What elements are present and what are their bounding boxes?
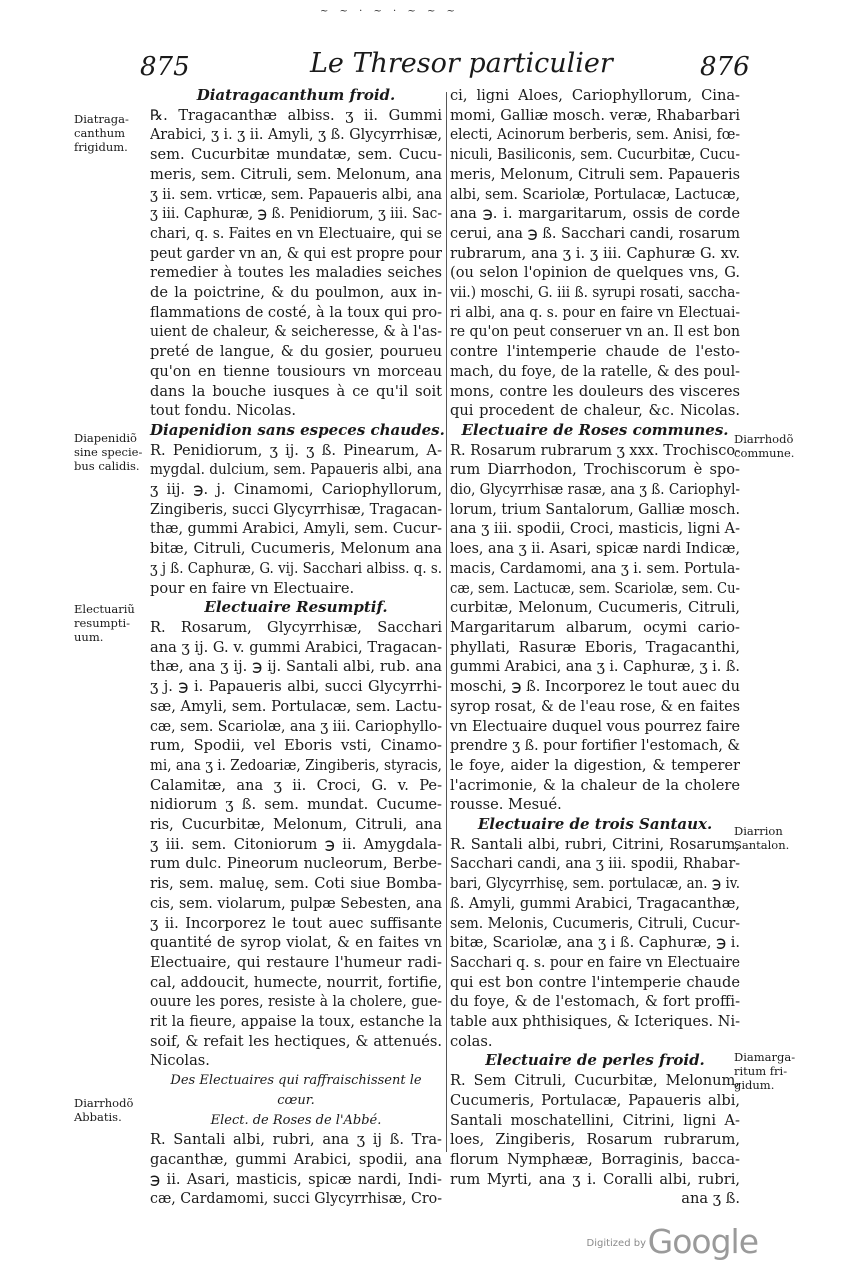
text-line: ʒ iii. sem. Citoniorum ℈ ii. Amygdala-: [150, 835, 442, 853]
text-line: R. Penidiorum, ʒ ij. ʒ ß. Pinearum, A-: [150, 441, 442, 459]
text-line: ris, Cucurbitæ, Melonum, Citruli, ana: [150, 816, 442, 834]
text-line: qui procedent de chaleur, &c. Nicolas.: [450, 402, 740, 420]
running-header: [0, 48, 854, 88]
text-line: rum Myrti, ana ʒ i. Coralli albi, rubri,: [450, 1170, 740, 1188]
section-heading: Diatragacanthum froid.: [196, 86, 396, 104]
text-line: mach, du foye, de la ratelle, & des poul-: [450, 362, 740, 380]
text-line: ana ʒ ij. G. v. gummi Arabici, Tragacan-: [150, 638, 442, 656]
margin-note-line: canthum: [74, 126, 126, 140]
text-line: bitæ, Citruli, Cucumeris, Melonum ana: [150, 540, 442, 558]
text-line: Sacchari candi, ana ʒ iii. spodii, Rhabar-: [450, 855, 740, 873]
column-divider: [446, 92, 447, 1152]
text-line: florum Nymphææ, Borraginis, bacca-: [450, 1150, 740, 1168]
text-line: ci, ligni Aloes, Cariophyllorum, Cina-: [450, 87, 740, 104]
text-line: macis, Cardamomi, ana ʒ i. sem. Portula-: [450, 559, 740, 577]
text-line: bari, Glycyrrhisę, sem. portulacæ, an. ℈ iv.: [450, 875, 740, 893]
text-line: cæ, Cardamomi, succi Glycyrrhisæ, Cro-: [150, 1190, 442, 1208]
margin-note-line: sine specie-: [74, 445, 143, 459]
watermark-google-logo: Google: [647, 1222, 758, 1261]
text-line: albi, sem. Scariolæ, Portulacæ, Lactucæ,: [450, 185, 740, 203]
margin-note-line: Santalon.: [734, 838, 790, 852]
right-column: [450, 86, 740, 1209]
text-line: du foye, & de l'estomach, & fort proffi-: [450, 993, 740, 1011]
text-line: cerui, ana ℈ ß. Sacchari candi, rosarum: [450, 224, 740, 242]
margin-note-line: Abbatis.: [74, 1110, 122, 1124]
text-line: sem. Melonis, Cucumeris, Citruli, Cucur-: [450, 914, 740, 932]
section-heading: Electuaire de trois Santaux.: [477, 815, 713, 834]
text-line: cal, addoucit, humecte, nourrit, fortifie,: [150, 973, 442, 991]
text-line: de la poictrine, & du poulmon, aux in-: [150, 284, 442, 302]
text-line: uient de chaleur, & seicheresse, & à l'as-: [150, 323, 442, 341]
text-line: Calamitæ, ana ʒ ii. Croci, G. v. Pe-: [150, 776, 442, 794]
text-line: R. Sem Citruli, Cucurbitæ, Melonum,: [450, 1072, 740, 1090]
section-heading: Electuaire de perles froid.: [485, 1051, 705, 1070]
text-line: momi, Galliæ mosch. veræ, Rhabarbari: [450, 106, 740, 124]
text-line: thæ, ana ʒ ij. ℈ ij. Santali albi, rub. ana: [150, 658, 442, 676]
text-line: Electuaire, qui restaure l'humeur radi-: [150, 953, 442, 971]
margin-note-line: Diapenidiõ: [74, 431, 137, 445]
text-line: ana ʒ ß.: [681, 1190, 740, 1208]
margin-note-line: Diarrhodõ: [74, 1096, 134, 1110]
text-line: rit la fieure, appaise la toux, estanche la: [150, 1013, 442, 1031]
text-line: phyllati, Rasuræ Eboris, Tragacanthi,: [450, 638, 740, 656]
margin-note-diapenidion: [74, 431, 148, 473]
text-line: gacanthæ, gummi Arabici, spodii, ana: [150, 1150, 442, 1168]
text-line: moschi, ℈ ß. Incorporez le tout auec du: [450, 678, 740, 696]
text-line: Nicolas.: [150, 1052, 210, 1070]
text-line: ʒ ii. Incorporez le tout auec suffisante: [150, 914, 442, 932]
text-line: remedier à toutes les maladies seiches: [150, 264, 442, 282]
text-line: vii.) moschi, G. iii ß. syrupi rosati, saccha-: [450, 284, 740, 302]
text-line: loes, ana ʒ ii. Asari, spicæ nardi Indicæ,: [450, 540, 740, 558]
text-line: ℈ ii. Asari, masticis, spicæ nardi, Indi-: [150, 1170, 442, 1188]
text-line: rousse. Mesué.: [450, 796, 562, 814]
text-line: ris, sem. maluę, sem. Coti siue Bomba-: [150, 875, 442, 893]
page-number-left: 875: [140, 52, 190, 82]
text-line: Santali moschatellini, Citrini, ligni A-: [450, 1111, 740, 1129]
text-line: niculi, Basiliconis, sem. Cucurbitæ, Cucu-: [450, 146, 740, 164]
margin-note-line: commune.: [734, 446, 795, 460]
text-line: cæ, sem. Scariolæ, ana ʒ iii. Cariophyllo-: [150, 717, 442, 735]
text-line: mons, contre les douleurs des visceres: [450, 382, 740, 400]
text-line: meris, Melonum, Citruli sem. Papaueris: [450, 165, 740, 183]
margin-note-diarrhodon-commune: [734, 432, 844, 460]
page-number-right: 876: [700, 52, 750, 82]
margin-note-resumptif: [74, 602, 148, 644]
text-line: dio, Glycyrrhisæ rasæ, ana ʒ ß. Cariophyl-: [450, 481, 740, 499]
margin-note-line: Diarrhodõ: [734, 432, 794, 446]
text-line: meris, sem. Citruli, sem. Melonum, ana: [150, 165, 442, 183]
text-line: R. Santali albi, rubri, ana ʒ ij ß. Tra-: [150, 1131, 442, 1149]
text-line: R. Rosarum, Glycyrrhisæ, Sacchari: [150, 618, 442, 636]
margin-note-diamargaritum: [734, 1050, 844, 1092]
text-line: syrop rosat, & de l'eau rose, & en faites: [450, 697, 740, 715]
text-line: chari, q. s. Faites en vn Electuaire, qui se: [150, 224, 442, 242]
text-line: ʒ j. ℈ i. Papaueris albi, succi Glycyrrhi-: [150, 678, 442, 696]
text-line: colas.: [450, 1032, 493, 1050]
margin-note-line: ritum fri-: [734, 1064, 788, 1078]
text-line: cis, sem. violarum, pulpæ Sebesten, ana: [150, 894, 442, 912]
section-subheading: Des Electuaires qui raffraischissent le: [170, 1073, 422, 1089]
text-line: (ou selon l'opinion de quelques vns, G.: [450, 264, 740, 282]
margin-note-line: gidum.: [734, 1078, 775, 1092]
text-line: mygdal. dulcium, sem. Papaueris albi, ana: [150, 461, 442, 479]
section-heading: Diapenidion sans especes chaudes.: [150, 420, 445, 439]
margin-note-diatragacanthum: [74, 112, 148, 154]
margin-note-line: Diarrion: [734, 824, 783, 838]
left-column: [150, 86, 445, 1209]
text-line: qui est bon contre l'intemperie chaude: [450, 973, 740, 991]
text-line: re qu'on peut conseruer vn an. Il est bon: [450, 323, 740, 341]
margin-note-line: frigidum.: [74, 140, 128, 154]
text-line: ʒ j ß. Caphuræ, G. vij. Sacchari albiss. q. s.: [150, 559, 442, 577]
text-line: l'acrimonie, & la chaleur de la cholere: [450, 776, 740, 794]
text-line: Zingiberis, succi Glycyrrhisæ, Tragacan-: [150, 500, 442, 518]
text-line: tout fondu. Nicolas.: [150, 402, 297, 420]
margin-note-line: resumpti-: [74, 616, 131, 630]
text-line: table aux phthisiques, & Icteriques. Ni-: [450, 1013, 740, 1031]
text-line: rum dulc. Pineorum nucleorum, Berbe-: [150, 855, 442, 873]
text-line: ʒ iii. Caphuræ, ℈ ß. Penidiorum, ʒ iii. Sac-: [150, 205, 442, 223]
section-subheading: Elect. de Roses de l'Abbé.: [210, 1112, 382, 1128]
text-line: rum Diarrhodon, Trochiscorum è spo-: [450, 461, 740, 479]
text-line: dans la bouche iusques à ce qu'il soit: [150, 382, 442, 400]
text-line: le foye, aider la digestion, & temperer: [450, 756, 740, 774]
text-line: ri albi, ana q. s. pour en faire vn Electuai-: [450, 303, 740, 321]
text-line: ana ʒ iii. spodii, Croci, masticis, ligni A-: [450, 520, 740, 538]
section-heading: Electuaire Resumptif.: [204, 598, 388, 617]
text-line: rum, Spodii, vel Eboris vsti, Cinamo-: [150, 737, 442, 755]
text-line: Cucumeris, Portulacæ, Papaueris albi,: [450, 1091, 740, 1109]
text-line: R. Santali albi, rubri, Citrini, Rosarum,: [450, 835, 740, 853]
text-line: thæ, gummi Arabici, Amyli, sem. Cucur-: [150, 520, 442, 538]
text-line: qu'on en tienne tousiours vn morceau: [150, 362, 442, 380]
running-title: Le Thresor particulier: [310, 48, 613, 79]
margin-note-line: Diatraga-: [74, 112, 129, 126]
text-line: Arabici, ʒ i. ʒ ii. Amyli, ʒ ß. Glycyrrhisæ,: [150, 126, 442, 144]
margin-note-line: uum.: [74, 630, 104, 644]
text-line: contre l'intemperie chaude de l'esto-: [450, 343, 740, 361]
text-line: Margaritarum albarum, ocymi cario-: [450, 618, 740, 636]
text-line: R. Rosarum rubrarum ʒ xxx. Trochisco-: [450, 441, 740, 459]
text-line: nidiorum ʒ ß. sem. mundat. Cucume-: [150, 796, 442, 814]
text-line: ℞. Tragacanthæ albiss. ʒ ii. Gummi: [150, 106, 442, 124]
text-line: ß. Amyli, gummi Arabici, Tragacanthæ,: [450, 894, 740, 912]
margin-note-line: bus calidis.: [74, 459, 140, 473]
margin-note-line: Diamarga-: [734, 1050, 796, 1064]
text-line: gummi Arabici, ana ʒ i. Caphuræ, ʒ i. ß.: [450, 658, 740, 676]
text-line: prendre ʒ ß. pour fortifier l'estomach, &: [450, 737, 740, 755]
text-line: ʒ ii. sem. vrticæ, sem. Papaueris albi, ana: [150, 185, 442, 203]
text-line: preté de langue, & du gosier, pourueu: [150, 343, 442, 361]
text-line: ʒ iij. ℈. j. Cinamomi, Cariophyllorum,: [150, 481, 442, 499]
text-line: bitæ, Scariolæ, ana ʒ i ß. Caphuræ, ℈ i.: [450, 934, 740, 952]
text-line: lorum, trium Santalorum, Galliæ mosch.: [450, 500, 740, 518]
text-line: ana ℈. i. margaritarum, ossis de corde: [450, 205, 740, 223]
text-line: curbitæ, Melonum, Cucumeris, Citruli,: [450, 599, 740, 617]
top-edge-noise: ~ ~ · ~ · ~ ~ ~: [320, 6, 459, 17]
section-subheading: cœur.: [277, 1092, 315, 1108]
text-line: cæ, sem. Lactucæ, sem. Scariolæ, sem. Cu-: [450, 579, 740, 597]
text-line: soif, & refait les hectiques, & attenués.: [150, 1032, 442, 1050]
text-line: Sacchari q. s. pour en faire vn Electuaire: [450, 953, 740, 971]
section-heading: Electuaire de Roses communes.: [461, 420, 729, 439]
text-line: loes, Zingiberis, Rosarum rubrarum,: [450, 1131, 740, 1149]
text-line: mi, ana ʒ i. Zedoariæ, Zingiberis, styracis,: [150, 756, 442, 774]
text-line: quantité de syrop violat, & en faites vn: [150, 934, 442, 952]
text-line: electi, Acinorum berberis, sem. Anisi, fœ-: [450, 126, 740, 144]
text-line: rubrarum, ana ʒ i. ʒ iii. Caphuræ G. xv.: [450, 244, 740, 262]
margin-note-diarrhodon-abbatis: [74, 1096, 148, 1124]
margin-note-santalon: [734, 824, 844, 852]
text-line: ouure les pores, resiste à la cholere, gue-: [150, 993, 442, 1011]
watermark-digitized-text: Digitized by: [586, 1238, 646, 1249]
text-line: sem. Cucurbitæ mundatæ, sem. Cucu-: [150, 146, 442, 164]
text-line: sæ, Amyli, sem. Portulacæ, sem. Lactu-: [150, 697, 442, 715]
text-line: flammations de costé, à la toux qui pro-: [150, 303, 442, 321]
text-line: peut garder vn an, & qui est propre pour: [150, 244, 442, 262]
text-line: pour en faire vn Electuaire.: [150, 579, 355, 597]
text-line: vn Electuaire duquel vous pourrez faire: [450, 717, 740, 735]
margin-note-line: Electuariũ: [74, 602, 135, 616]
